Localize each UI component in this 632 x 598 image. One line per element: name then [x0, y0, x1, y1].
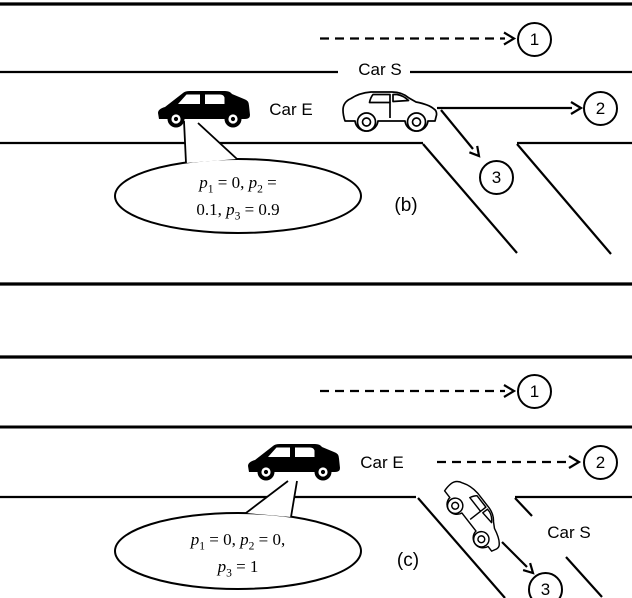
route-3-solid-arrow-b: [441, 110, 473, 149]
route-badge-b-3: 3: [479, 160, 514, 195]
bubble-line-2-c: $p_3 = 1$: [217, 557, 259, 580]
car-s-white-car-b: [343, 92, 437, 131]
car-e-label-b: Car E: [269, 100, 313, 119]
car-e-black-car-c: [248, 444, 340, 481]
route-badge-c-2: 2: [583, 445, 618, 480]
route-1-arrowhead-b: [504, 33, 514, 45]
exit-ramp-right-stub-lower-c: [566, 557, 602, 597]
car-e-label-c: Car E: [360, 453, 404, 472]
route-badge-b-1: 1: [517, 22, 552, 57]
route-2-arrowhead-b: [571, 102, 581, 114]
bubble-line-2-b: 0.1, $p_3 = 0.9$: [196, 200, 280, 223]
car-s-white-car-c: [437, 474, 512, 557]
bubble-line-1-c: $p_1 = 0$, $p_2 = 0$,: [190, 530, 286, 553]
car-s-label-b: Car S: [358, 60, 402, 79]
panel-label-c: (c): [396, 550, 420, 571]
route-1-arrowhead-c: [504, 385, 514, 397]
route-3-solid-arrow-c: [502, 542, 527, 567]
probability-bubble-text-c: [115, 529, 361, 584]
exit-ramp-right-edge-b: [517, 144, 611, 254]
route-badge-b-2: 2: [583, 91, 618, 126]
exit-ramp-right-stub-upper-c: [515, 498, 532, 516]
bubble-line-1-b: $p_1 = 0$, $p_2$ =: [199, 173, 277, 196]
car-s-label-c: Car S: [547, 523, 591, 542]
route-2-arrowhead-c: [569, 456, 579, 468]
panel-label-b: (b): [394, 195, 418, 216]
probability-bubble-text-b: [115, 172, 361, 227]
car-e-black-car-b: [158, 91, 250, 128]
route-badge-c-1: 1: [517, 374, 552, 409]
route-badge-c-3: 3: [528, 572, 563, 598]
